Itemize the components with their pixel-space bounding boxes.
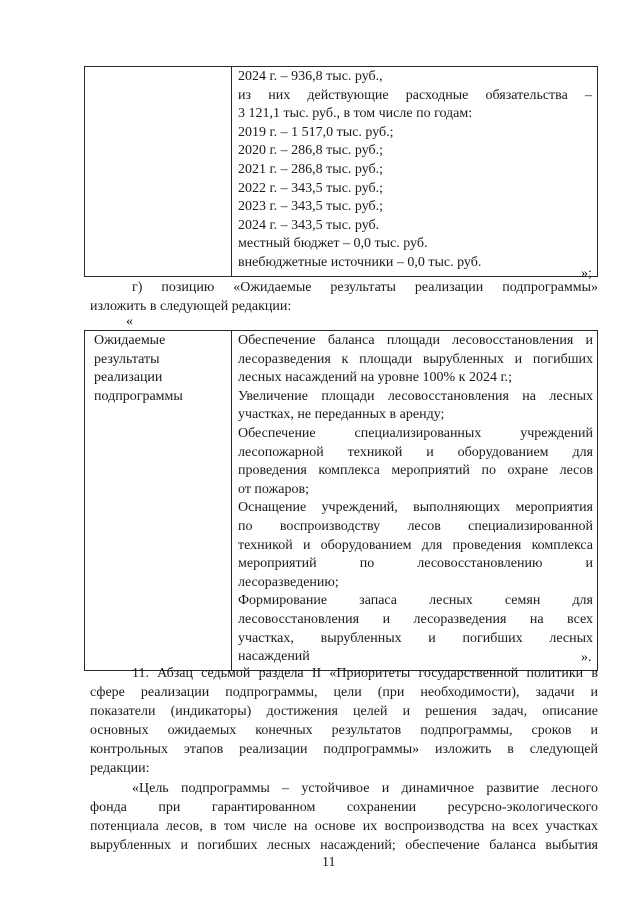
financing-line: 2024 г. – 936,8 тыс. руб.,: [238, 69, 383, 84]
result-line: лесоразведению;: [238, 574, 339, 590]
financing-table: [84, 66, 598, 277]
paragraph-11-line: показатели (индикаторы) достижения целей и решения задач, описание: [90, 704, 598, 719]
paragraph-g-line: изложить в следующей редакции:: [90, 299, 292, 314]
expected-results-table: [84, 330, 598, 671]
result-line: Формирование запаса лесных семян для: [238, 593, 593, 609]
financing-line: 2020 г. – 286,8 тыс. руб.;: [238, 143, 384, 159]
paragraph-11-line: редакции:: [90, 761, 150, 776]
financing-line: внебюджетные источники – 0,0 тыс. руб.: [238, 254, 482, 270]
opening-quote: «: [126, 314, 133, 329]
paragraph-g-line: г) позицию «Ожидаемые результаты реализации подпрограммы»: [132, 280, 598, 295]
result-line: лесоразведения к площади вырубленных и погибших: [238, 351, 593, 367]
financing-line: 2021 г. – 286,8 тыс. руб.;: [238, 161, 384, 177]
result-line: Обеспечение баланса площади лесовосстановления и: [238, 333, 593, 348]
financing-line: 2023 г. – 343,5 тыс. руб.;: [238, 199, 384, 215]
goal-paragraph-line: фонда при гарантированном сохранении ресурсно-экологического: [90, 800, 598, 815]
result-line: участках, не переданных в аренду;: [238, 407, 445, 423]
paragraph-11-line: 11. Абзац седьмой раздела II «Приоритеты государственной политики в: [132, 666, 598, 681]
label-line: результаты: [94, 351, 160, 367]
result-line: лесных насаждений на уровне 100% к 2024 г.;: [238, 370, 512, 386]
paragraph-11-line: сфере реализации подпрограммы, цели (при необходимости), задачи и: [90, 685, 598, 700]
result-line: Оснащение учреждений, выполняющих мероприятия: [238, 500, 593, 516]
label-line: подпрограммы: [94, 388, 183, 404]
financing-line: 2024 г. – 343,5 тыс. руб.: [238, 217, 380, 233]
result-line: проведения комплекса мероприятий по охране лесов: [238, 463, 593, 479]
financing-line: из них действующие расходные обязательства –: [238, 87, 592, 103]
financing-line: 2019 г. – 1 517,0 тыс. руб.;: [238, 124, 394, 140]
paragraph-11-line: контрольных этапов реализации подпрограммы» изложить в следующей: [90, 742, 598, 757]
result-line: по воспроизводству лесов специализированной: [238, 518, 593, 534]
label-line: реализации: [94, 370, 163, 386]
goal-paragraph-line: «Цель подпрограммы – устойчивое и динамичное развитие лесного: [132, 781, 598, 796]
expected-results-label-cell: [85, 331, 232, 671]
result-line: лесопожарной техникой и оборудованием для: [238, 444, 593, 460]
result-line: насаждений: [238, 649, 310, 665]
financing-table-value-cell: [232, 67, 598, 277]
result-line: от пожаров;: [238, 481, 309, 497]
result-line: техникой и оборудованием для проведения комплекса: [238, 537, 593, 553]
result-line: мероприятий по лесовосстановлению и: [238, 556, 593, 572]
financing-line: 3 121,1 тыс. руб., в том числе по годам:: [238, 106, 473, 122]
label-line: Ожидаемые: [94, 333, 166, 348]
closing-quote: ».: [581, 650, 592, 665]
financing-line: 2022 г. – 343,5 тыс. руб.;: [238, 180, 384, 196]
result-line: Увеличение площади лесовосстановления на лесных: [238, 388, 593, 404]
closing-quote: »;: [581, 266, 592, 281]
financing-table-label-cell: [85, 67, 232, 277]
goal-paragraph-line: вырубленных и погибших лесных насаждений; обеспечение баланса выбытия: [90, 838, 598, 853]
expected-results-value-cell: [232, 331, 598, 671]
goal-paragraph-line: потенциала лесов, в том числе на основе их воспроизводства на всех участках: [90, 819, 598, 834]
result-line: Обеспечение специализированных учреждений: [238, 425, 593, 441]
page-number: 11: [322, 855, 336, 870]
result-line: лесовосстановления и лесоразведения на всех: [238, 611, 593, 627]
financing-line: местный бюджет – 0,0 тыс. руб.: [238, 236, 428, 252]
paragraph-11-line: основных ожидаемых конечных результатов подпрограммы, сроков и: [90, 723, 598, 738]
result-line: участках, вырубленных и погибших лесных: [238, 630, 593, 646]
